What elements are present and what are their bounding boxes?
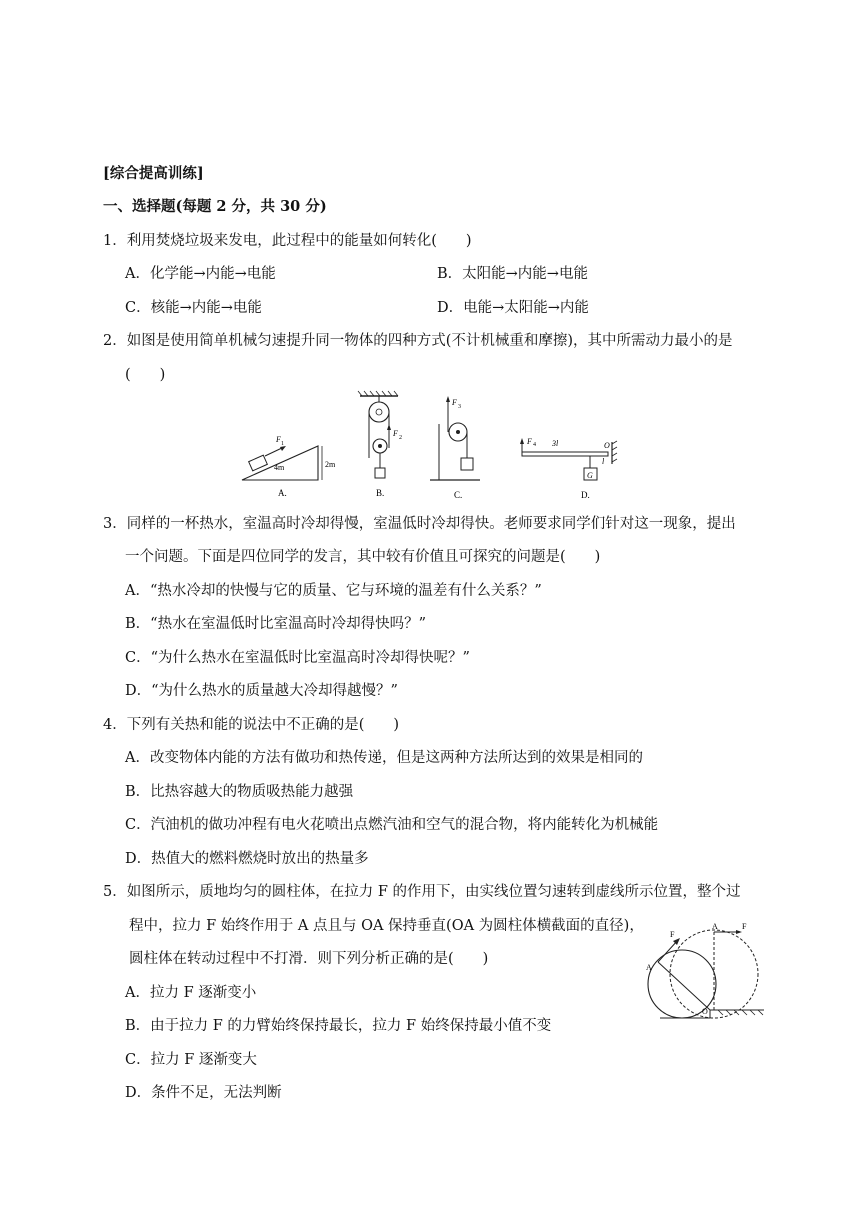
q1-option-c: C．核能→内能→电能: [125, 300, 262, 316]
a-force-label: F: [276, 435, 281, 444]
q5-force-right: F: [742, 922, 747, 931]
q5-point-a-top: A: [712, 922, 718, 931]
d-force-label: F: [527, 437, 532, 446]
section-title: [综合提高训练]: [103, 165, 204, 182]
movable-pulley-diagram: [430, 396, 480, 500]
q4-option-a: A．改变物体内能的方法有做功和热传递，但是这两种方法所达到的效果是相同的: [125, 750, 643, 766]
b-force-sub: 2: [399, 435, 402, 441]
q5-option-b: B．由于拉力 F 的力臂始终保持最长，拉力 F 始终保持最小值不变: [125, 1018, 552, 1034]
c-force-sub: 3: [458, 404, 461, 410]
q5-pivot-o: O: [702, 1007, 708, 1016]
b-force-label: F: [393, 429, 398, 438]
q1-option-d: D．电能→太阳能→内能: [437, 300, 589, 316]
q5-option-c: C．拉力 F 逐渐变大: [125, 1052, 257, 1068]
c-force-label: F: [452, 398, 457, 407]
q5-stem-line3: 圆柱体在转动过程中不打滑．则下列分析正确的是( ): [129, 951, 489, 967]
q5-option-a: A．拉力 F 逐渐变小: [125, 985, 257, 1001]
part-title: 一、选择题(每题 2 分，共 30 分): [103, 198, 327, 215]
inclined-plane-diagram: [242, 435, 336, 498]
fig-a-label: A.: [278, 488, 287, 498]
d-arm-long: 3l: [552, 439, 559, 448]
q3-option-a: A．“热水冷却的快慢与它的质量、它与环境的温差有什么关系？”: [125, 583, 542, 599]
q4-option-b: B．比热容越大的物质吸热能力越强: [125, 784, 354, 800]
q4-stem: 4．下列有关热和能的说法中不正确的是( ): [103, 717, 400, 733]
lever-diagram: [520, 437, 617, 500]
fig-c-label: C.: [454, 490, 463, 500]
d-pivot-label: O: [604, 441, 610, 450]
q3-stem-line2: 一个问题。下面是四位同学的发言，其中较有价值且可探究的问题是( ): [125, 549, 601, 565]
a-slope-length: 4m: [274, 463, 285, 472]
q3-stem-line1: 3．同样的一杯热水，室温高时冷却得慢，室温低时冷却得快。老师要求同学们针对这一现象，提出: [103, 516, 736, 532]
q2-stem-line1: 2．如图是使用简单机械匀速提升同一物体的四种方式(不计机械重和摩擦)，其中所需动力最小的是: [103, 333, 733, 349]
d-arm-short: l: [602, 457, 605, 466]
q2-stem-line2: ( ): [125, 367, 166, 383]
q3-option-b: B．“热水在室温低时比室温高时冷却得快吗？”: [125, 616, 426, 632]
q1-option-a: A．化学能→内能→电能: [125, 266, 276, 282]
q1-stem: 1．利用焚烧垃圾来发电，此过程中的能量如何转化( ): [103, 233, 472, 249]
q5-cylinder-figure: [640, 918, 772, 1030]
q5-force-left: F: [670, 930, 675, 939]
q3-option-c: C．“为什么热水在室温低时比室温高时冷却得快呢？”: [125, 650, 470, 666]
fig-b-label: B.: [376, 488, 385, 498]
d-weight-label: G: [587, 471, 593, 480]
q5-stem-line1: 5．如图所示，质地均匀的圆柱体，在拉力 F 的作用下，由实线位置匀速转到虚线所示位置，整个过: [103, 884, 741, 900]
q2-machines-figure: [230, 388, 630, 506]
q4-option-d: D．热值大的燃料燃烧时放出的热量多: [125, 851, 369, 867]
fig-d-label: D.: [581, 490, 590, 500]
q1-option-b: B．太阳能→内能→电能: [437, 266, 588, 282]
q5-point-a-left: A: [646, 963, 652, 972]
a-height-label: 2m: [325, 460, 336, 469]
a-force-sub: 1: [281, 441, 284, 447]
q3-option-d: D．“为什么热水的质量越大冷却得越慢？”: [125, 683, 398, 699]
pulley-block-diagram: [358, 391, 402, 498]
q5-stem-line2: 程中，拉力 F 始终作用于 A 点且与 OA 保持垂直(OA 为圆柱体横截面的直径)，: [129, 918, 644, 934]
d-force-sub: 4: [533, 442, 536, 448]
q5-option-d: D．条件不足，无法判断: [125, 1085, 282, 1101]
q4-option-c: C．汽油机的做功冲程有电火花喷出点燃汽油和空气的混合物，将内能转化为机械能: [125, 817, 659, 833]
